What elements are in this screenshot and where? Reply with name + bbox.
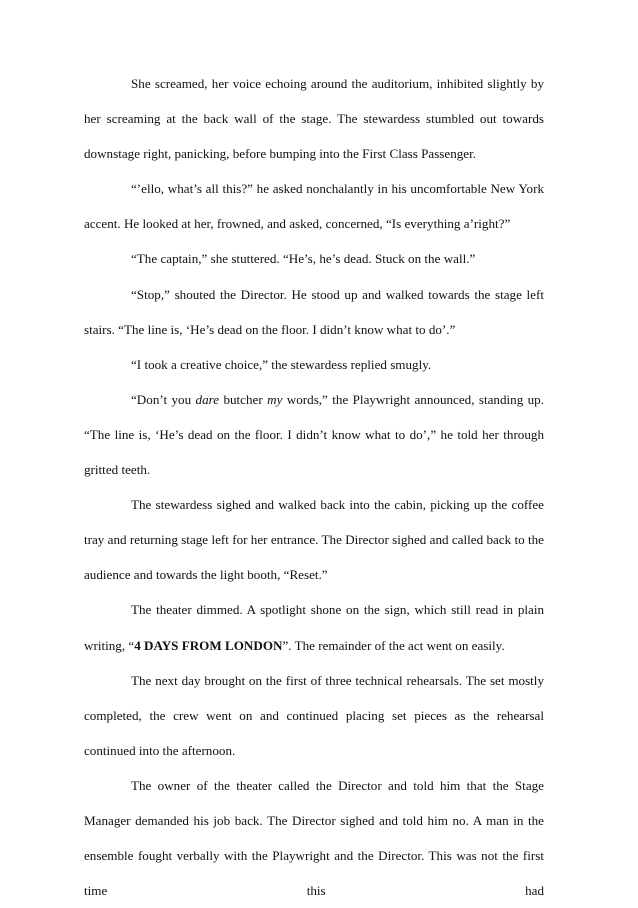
paragraph-text: “Stop,” shouted the Director. He stood up and walked towards the stage left stairs. “The line is, ‘He’s dead on the floor. I didn’t know what to do’.” xyxy=(84,286,544,337)
paragraph-text: The theater dimmed. A spotlight shone on the sign, which still read in plain writing, “ xyxy=(84,602,544,653)
paragraph xyxy=(84,663,544,768)
paragraph xyxy=(84,347,544,382)
paragraph-text: She screamed, her voice echoing around the auditorium, inhibited slightly by her screaming at the back wall of the stage. The stewardess stumbled out towards downstage right, panicking, before bumping into the First Class Passenger. xyxy=(84,76,544,162)
paragraph-text: words,” the Playwright announced, standing up. “The line is, ‘He’s dead on the floor. I didn’t know what to do’,” he told her through gritted teeth. xyxy=(84,391,545,478)
paragraph xyxy=(84,382,544,487)
paragraph-text: “The captain,” she stuttered. “He’s, he’s dead. Stuck on the wall.” xyxy=(131,251,476,267)
paragraph xyxy=(84,487,544,592)
paragraph-text: butcher xyxy=(219,391,268,407)
paragraph xyxy=(84,241,544,276)
paragraph-text: ”. The remainder of the act went on easily. xyxy=(282,637,505,653)
paragraph xyxy=(84,66,544,171)
emphasis-text: dare xyxy=(195,391,220,407)
paragraph xyxy=(84,277,544,347)
paragraph-text: “’ello, what’s all this?” he asked nonchalantly in his uncomfortable New York accent. He looked at her, frowned, and asked, concerned, “Is everything a’right?” xyxy=(84,181,544,232)
paragraph-text: The stewardess sighed and walked back into the cabin, picking up the coffee tray and returning stage left for her entrance. The Director sighed and called back to the audience and towards the light booth, “Reset.” xyxy=(84,497,544,583)
paragraph xyxy=(84,171,544,241)
emphasis-text: 4 DAYS FROM LONDON xyxy=(134,637,283,653)
paragraph-text: The owner of the theater called the Director and told him that the Stage Manager demanded his job back. The Director sighed and told him no. A man in the ensemble fought verbally with the Playwright and the Director. This was not the first time this had xyxy=(84,777,544,899)
paragraph-text: The next day brought on the first of three technical rehearsals. The set mostly completed, the crew went on and continued placing set pieces as the rehearsal continued into the afternoon. xyxy=(84,672,544,758)
paragraph-text: “I took a creative choice,” the stewardess replied smugly. xyxy=(131,356,432,372)
paragraph-text: “Don’t you xyxy=(131,391,196,407)
paragraph xyxy=(84,592,544,662)
emphasis-text: my xyxy=(267,391,283,407)
document-page xyxy=(84,66,544,908)
paragraph xyxy=(84,768,544,908)
